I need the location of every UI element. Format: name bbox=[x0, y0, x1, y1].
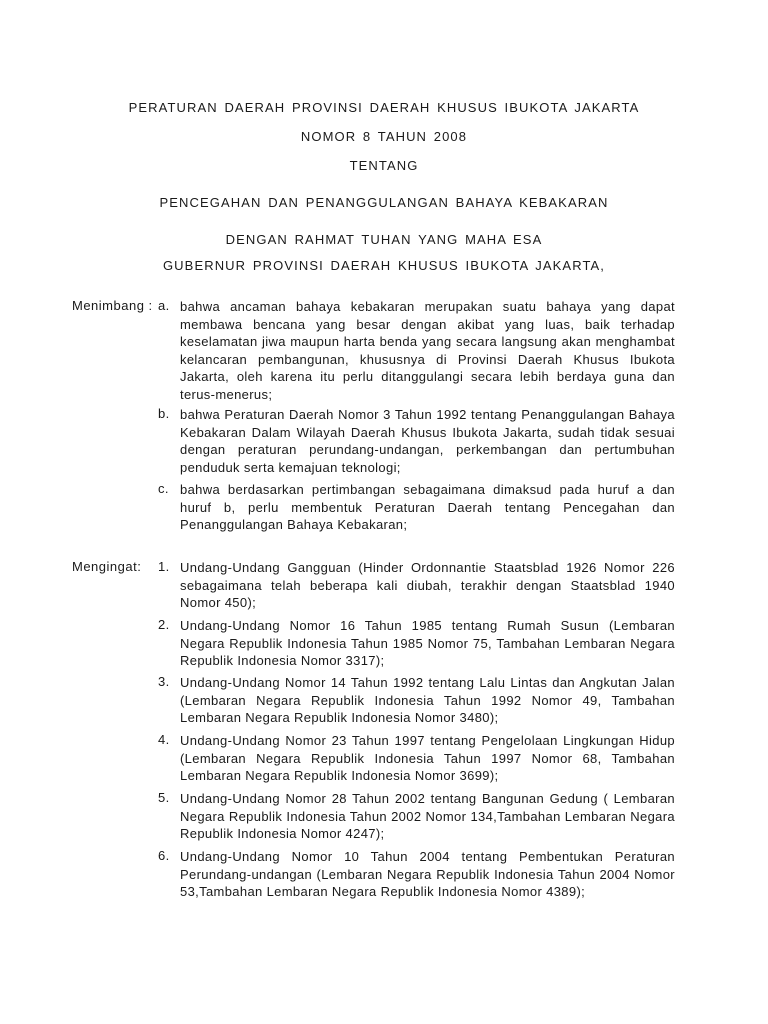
item-marker: a. bbox=[158, 298, 170, 313]
item-marker: 6. bbox=[158, 848, 170, 863]
item-text: Undang-Undang Nomor 14 Tahun 1992 tentang Lalu Lintas dan Angkutan Jalan (Lembaran Negara Republik Indonesia Tahun 1992 Nomor 49, Tambahan Lembaran Negara Republik Indonesia Nomor 3480); bbox=[180, 675, 675, 725]
item-marker: c. bbox=[158, 481, 169, 496]
regulation-tentang: TENTANG bbox=[349, 158, 419, 173]
item-marker: b. bbox=[158, 406, 170, 421]
item-text: bahwa ancaman bahaya kebakaran merupakan suatu bahaya yang dapat membawa bencana yang besar dengan akibat yang luas, baik terhadap keselamatan jiwa maupun harta benda yang secara langsung akan menghambat kelancaran pembangunan, khususnya di Provinsi Daerah Khusus Ibukota Jakarta, oleh karena itu perlu ditanggulangi secara lebih berdaya guna dan terus-menerus; bbox=[180, 299, 675, 402]
item-text: bahwa Peraturan Daerah Nomor 3 Tahun 1992 tentang Penanggulangan Bahaya Kebakaran Dalam Wilayah Daerah Khusus Ibukota Jakarta, sudah tidak sesuai dengan peraturan perundang-undangan, perkembangan dan pertumbuhan penduduk serta kemajuan teknologi; bbox=[180, 407, 675, 475]
menimbang-label: Menimbang : bbox=[72, 298, 153, 313]
item-marker: 3. bbox=[158, 674, 170, 689]
regulation-title: PERATURAN DAERAH PROVINSI DAERAH KHUSUS IBUKOTA JAKARTA bbox=[128, 100, 640, 115]
regulation-governor: GUBERNUR PROVINSI DAERAH KHUSUS IBUKOTA JAKARTA, bbox=[162, 258, 606, 273]
item-text: Undang-Undang Gangguan (Hinder Ordonnantie Staatsblad 1926 Nomor 226 sebagaimana telah beberapa kali diubah, terakhir dengan Staatsblad 1940 Nomor 450); bbox=[180, 560, 675, 610]
regulation-preamble: DENGAN RAHMAT TUHAN YANG MAHA ESA bbox=[225, 232, 543, 247]
item-marker: 4. bbox=[158, 732, 170, 747]
item-text: Undang-Undang Nomor 10 Tahun 2004 tentang Pembentukan Peraturan Perundang-undangan (Lembaran Negara Republik Indonesia Tahun 2004 Nomor 53,Tambahan Lembaran Negara Republik Indonesia Nomor 4389); bbox=[180, 849, 675, 899]
item-marker: 1. bbox=[158, 559, 170, 574]
regulation-subject: PENCEGAHAN DAN PENANGGULANGAN BAHAYA KEBAKARAN bbox=[159, 195, 609, 210]
item-text: Undang-Undang Nomor 16 Tahun 1985 tentang Rumah Susun (Lembaran Negara Republik Indonesia Tahun 1985 Nomor 75, Tambahan Lembaran Negara Republik Indonesia Nomor 3317); bbox=[180, 618, 675, 668]
item-marker: 5. bbox=[158, 790, 170, 805]
regulation-number: NOMOR 8 TAHUN 2008 bbox=[300, 129, 468, 144]
mengingat-label: Mengingat: bbox=[72, 559, 142, 574]
item-text: Undang-Undang Nomor 28 Tahun 2002 tentang Bangunan Gedung ( Lembaran Negara Republik Indonesia Tahun 2002 Nomor 134,Tambahan Lembaran Negara Republik Indonesia Nomor 4247); bbox=[180, 791, 675, 841]
item-text: Undang-Undang Nomor 23 Tahun 1997 tentang Pengelolaan Lingkungan Hidup (Lembaran Negara Republik Indonesia Tahun 1997 Nomor 68, Tambahan Lembaran Negara Republik Indonesia Nomor 3699); bbox=[180, 733, 675, 783]
item-marker: 2. bbox=[158, 617, 170, 632]
item-text: bahwa berdasarkan pertimbangan sebagaimana dimaksud pada huruf a dan huruf b, perlu membentuk Peraturan Daerah tentang Pencegahan dan Penanggulangan Bahaya Kebakaran; bbox=[180, 482, 675, 532]
